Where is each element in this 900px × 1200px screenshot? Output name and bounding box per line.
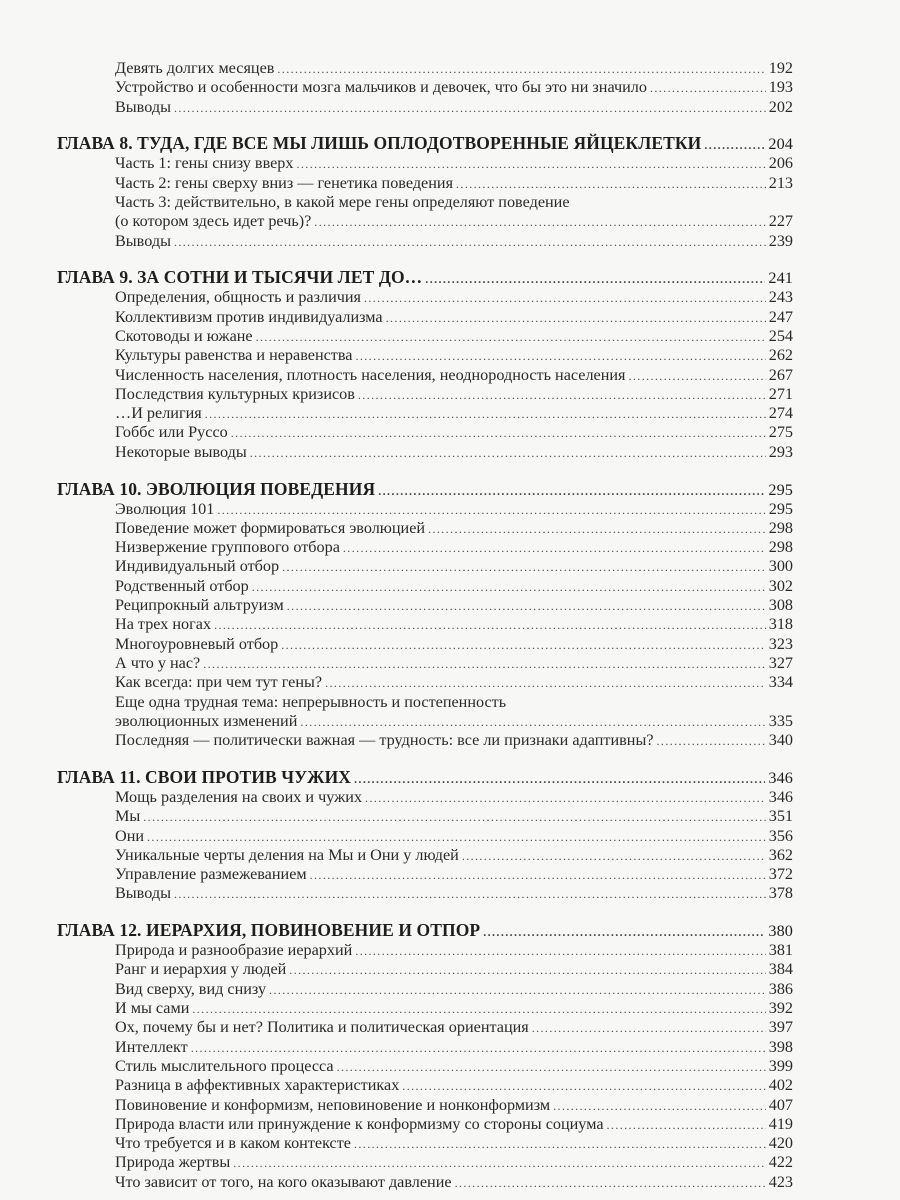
toc-entry-title: Реципрокный альтруизм [115,596,284,615]
toc-entry-page-number: 422 [768,1153,793,1172]
toc-entry-page-number: 318 [768,615,793,634]
toc-entry [57,865,793,884]
toc-entry-page-number: 397 [768,1018,793,1037]
dot-leader [174,885,766,904]
toc-entry [57,1153,793,1172]
toc-entry-page-number: 192 [768,59,793,77]
toc-entry-page-number: 206 [768,154,793,173]
toc-entry-page-number: 420 [768,1134,793,1153]
toc-entry-title: Природа жертвы [115,1153,231,1172]
toc-entry [57,1134,793,1153]
toc-entry-title: Устройство и особенности мозга мальчиков и девочек, что бы это ни значило [115,78,647,97]
toc-entry-title: Часть 1: гены снизу вверх [115,154,294,173]
dot-leader [462,847,766,866]
dot-leader [428,520,766,539]
toc-entry [57,366,793,385]
toc-entry-page-number: 327 [768,653,793,672]
toc-entry [57,288,793,307]
toc-entry-page-number: 298 [768,518,793,537]
toc-entry-page-number: 335 [768,711,793,730]
toc-entry-title: Природа власти или принуждение к конформизму со стороны социума [115,1114,604,1133]
dot-leader [425,268,765,290]
toc-entry-title: Последствия культурных кризисов [115,384,355,403]
toc-entry-page-number: 193 [768,78,793,97]
toc-entry-page-number: 356 [768,826,793,845]
toc-entry [57,577,793,596]
toc-entry-page-number: 227 [768,212,793,231]
chapter-heading [57,766,793,788]
toc-entry-title: Некоторые выводы [115,442,247,461]
toc-entry-title: Как всегда: при чем тут гены? [115,673,323,692]
dot-leader [174,99,766,118]
toc-entry-title: Часть 2: гены сверху вниз — генетика поведения [115,173,454,192]
dot-leader [354,1135,766,1154]
toc-entry [57,174,793,193]
toc-entry-title: Последняя — политически важная — трудность: все ли признаки адаптивны? [115,731,654,750]
toc-entry-page-number: 271 [768,384,793,403]
toc-entry-page-number: 423 [768,1172,793,1191]
toc-entry [57,404,793,423]
toc-entry [57,846,793,865]
dot-leader [310,866,766,885]
dot-leader [355,347,765,366]
toc-entry-title: Низвержение группового отбора [115,538,340,557]
toc-entry [57,807,793,826]
toc-entry-title: И мы сами [115,999,190,1018]
dot-leader [650,79,766,98]
toc-entry [57,1173,793,1192]
toc-entry-title: Что требуется и в каком контексте [115,1134,351,1153]
toc-entry-title: Индивидуальный отбор [115,557,280,576]
dot-leader [704,134,765,156]
toc-entry-title: Что зависит от того, на кого оказывают давление [115,1172,452,1191]
toc-entry [57,615,793,634]
toc-entry [57,654,793,673]
toc-entry [57,1057,793,1076]
toc-entry-page-number: 275 [768,423,793,442]
dot-leader [297,155,766,174]
toc-entry-title: Мы [115,807,141,826]
chapter-heading-page-number: 295 [768,480,793,499]
toc-entry-page-number: 295 [768,499,793,518]
toc-entry-title-line1: Часть 3: действительно, в какой мере гены определяют поведение [115,192,570,211]
toc-entry-title: Управление размежеванием [115,865,307,884]
toc-entry-page-number: 399 [768,1056,793,1075]
toc-entry-title: Гоббс или Руссо [115,423,228,442]
chapter-heading-title: ГЛАВА 9. ЗА СОТНИ И ТЫСЯЧИ ЛЕТ ДО… [57,267,423,288]
toc-entry [57,827,793,846]
toc-entry-title: Мощь разделения на своих и чужих [115,787,363,806]
toc-entry-page-number: 419 [768,1114,793,1133]
toc-entry-page-number: 213 [768,173,793,192]
dot-leader [205,405,766,424]
toc-entry-title: (о котором здесь идет речь)? [115,212,312,231]
toc-entry-page-number: 372 [768,865,793,884]
chapter-heading-title: ГЛАВА 12. ИЕРАРХИЯ, ПОВИНОВЕНИЕ И ОТПОР [57,920,481,941]
toc-entry-page-number: 247 [768,307,793,326]
dot-leader [191,1039,766,1058]
dot-leader [337,1058,766,1077]
toc-entry-page-number: 262 [768,346,793,365]
toc-entry [57,500,793,519]
toc-entry [57,538,793,557]
toc-entry-title: Выводы [115,97,171,116]
chapter-heading-page-number: 380 [768,922,793,941]
dot-leader [402,1077,765,1096]
dot-leader [282,558,766,577]
toc-entry-title: Выводы [115,231,171,250]
chapter-heading-title: ГЛАВА 11. СВОИ ПРОТИВ ЧУЖИХ [57,766,352,787]
toc-entry-title: Они [115,826,145,845]
toc-entry-title: Культуры равенства и неравенства [115,346,353,365]
toc-entry [57,154,793,173]
toc-entry-page-number: 381 [768,941,793,960]
toc-entry-page-number: 334 [768,673,793,692]
toc-entry [57,1038,793,1057]
dot-leader [365,789,766,808]
chapter-heading-page-number: 241 [768,269,793,288]
toc-entry-page-number: 378 [768,884,793,903]
dot-leader [364,289,766,308]
dot-leader [289,961,765,980]
toc-entry-page-number: 402 [768,1076,793,1095]
toc-entry [57,443,793,462]
dot-leader [532,1019,766,1038]
toc-entry-page-number: 274 [768,404,793,423]
toc-entry [57,98,793,117]
toc-entry-title: Ох, почему бы и нет? Политика и политическая ориентация [115,1018,529,1037]
toc-entry-title: …И религия [115,404,202,423]
toc-entry-title: Определения, общность и различия [115,288,361,307]
toc-entry [57,346,793,365]
toc-entry-page-number: 302 [768,576,793,595]
toc-entry [57,78,793,97]
toc-entry-title: Стиль мыслительного процесса [115,1056,334,1075]
dot-leader [354,768,765,790]
toc-entry-title: эволюционных изменений [115,711,298,730]
dot-leader [325,674,766,693]
toc-entry [57,212,793,231]
dot-leader [277,60,765,79]
chapter-heading-title: ГЛАВА 10. ЭВОЛЮЦИЯ ПОВЕДЕНИЯ [57,478,376,499]
toc-entry-page-number: 239 [768,231,793,250]
toc-entry [57,232,793,251]
toc-entry-page-number: 398 [768,1037,793,1056]
toc-entry-page-number: 386 [768,979,793,998]
toc-entry [57,1076,793,1095]
dot-leader [281,636,765,655]
toc-entry [57,1018,793,1037]
toc-entry [57,941,793,960]
toc-entry-page-number: 384 [768,960,793,979]
dot-leader [657,732,766,751]
toc-entry-title: Девять долгих месяцев [115,59,275,77]
chapter-heading [57,132,793,154]
toc-entry-page-number: 300 [768,557,793,576]
toc-entry-page-number: 293 [768,442,793,461]
toc-entry-page-number: 254 [768,326,793,345]
dot-leader [358,386,766,405]
toc-entry [57,596,793,615]
toc-entry [57,519,793,538]
dot-leader [300,713,765,732]
dot-leader [287,597,766,616]
toc-entry-title: Численность населения, плотность населения, неоднородность населения [115,365,626,384]
toc-entry-title: А что у нас? [115,653,201,672]
dot-leader [217,501,765,520]
toc-entry-page-number: 202 [768,97,793,116]
chapter-heading-title: ГЛАВА 8. ТУДА, ГДЕ ВСЕ МЫ ЛИШЬ ОПЛОДОТВОРЕННЫЕ ЯЙЦЕКЛЕТКИ [57,133,702,154]
dot-leader [143,808,765,827]
dot-leader [455,1174,766,1193]
toc-entry-title: Вид сверху, вид снизу [115,979,267,998]
toc-entry [57,731,793,750]
toc-entry-page-number: 362 [768,845,793,864]
toc-entry-page-number: 323 [768,634,793,653]
dot-leader [456,175,766,194]
dot-leader [231,424,766,443]
toc-entry [57,1115,793,1134]
toc-entry-title: Поведение может формироваться эволюцией [115,518,426,537]
toc-entry-page-number: 351 [768,807,793,826]
dot-leader [355,942,765,961]
dot-leader [252,578,766,597]
chapter-heading [57,266,793,288]
toc-entry [57,327,793,346]
toc-entry [57,980,793,999]
toc-entry [57,59,793,78]
dot-leader [174,233,766,252]
toc-entry-page-number: 346 [768,787,793,806]
toc-entry [57,385,793,404]
toc-entry-title: Скотоводы и южане [115,326,253,345]
chapter-heading [57,478,793,500]
toc-entry-title: На трех ногах [115,615,212,634]
toc-entry-page-number: 298 [768,538,793,557]
toc-entry-title: Ранг и иерархия у людей [115,960,287,979]
toc-entry-title: Эволюция 101 [115,499,215,518]
toc-entry-page-number: 243 [768,288,793,307]
toc-entry-title: Уникальные черты деления на Мы и Они у людей [115,845,459,864]
toc-entry-title: Природа и разнообразие иерархий [115,941,353,960]
toc-entry-page-number: 267 [768,365,793,384]
dot-leader [483,921,765,943]
toc-entry [57,423,793,442]
chapter-heading-page-number: 346 [768,768,793,787]
toc-entry [57,712,793,731]
toc-entry [57,635,793,654]
dot-leader [378,480,765,502]
chapter-heading-page-number: 204 [768,135,793,154]
dot-leader [233,1154,765,1173]
toc-entry-page-number: 340 [768,731,793,750]
toc-entry [57,999,793,1018]
dot-leader [192,1000,765,1019]
toc-entry [57,557,793,576]
toc-entry [57,673,793,692]
dot-leader [203,655,765,674]
toc-entry-title: Родственный отбор [115,576,249,595]
toc-entry-title: Коллективизм против индивидуализма [115,307,383,326]
toc-entry [57,884,793,903]
dot-leader [250,444,766,463]
dot-leader [607,1116,766,1135]
toc-entry-title: Интеллект [115,1037,188,1056]
toc-entry-page-number: 308 [768,596,793,615]
toc-entry [57,1096,793,1115]
toc-entry-page-number: 407 [768,1095,793,1114]
dot-leader [269,981,766,1000]
toc-entry [57,960,793,979]
toc-entry-title-line1: Еще одна трудная тема: непрерывность и постепенность [115,692,507,711]
table-of-contents [57,59,793,1192]
toc-entry-title: Выводы [115,884,171,903]
dot-leader [256,328,766,347]
toc-entry [57,788,793,807]
toc-entry-title: Повиновение и конформизм, неповиновение и нонконформизм [115,1095,551,1114]
dot-leader [386,309,766,328]
dot-leader [629,367,766,386]
dot-leader [214,616,766,635]
dot-leader [314,213,765,232]
dot-leader [553,1097,766,1116]
dot-leader [343,539,766,558]
toc-entry-title: Разница в аффективных характеристиках [115,1076,400,1095]
chapter-heading [57,919,793,941]
dot-leader [147,828,766,847]
toc-entry-title: Многоуровневый отбор [115,634,279,653]
toc-entry [57,308,793,327]
toc-entry-page-number: 392 [768,999,793,1018]
